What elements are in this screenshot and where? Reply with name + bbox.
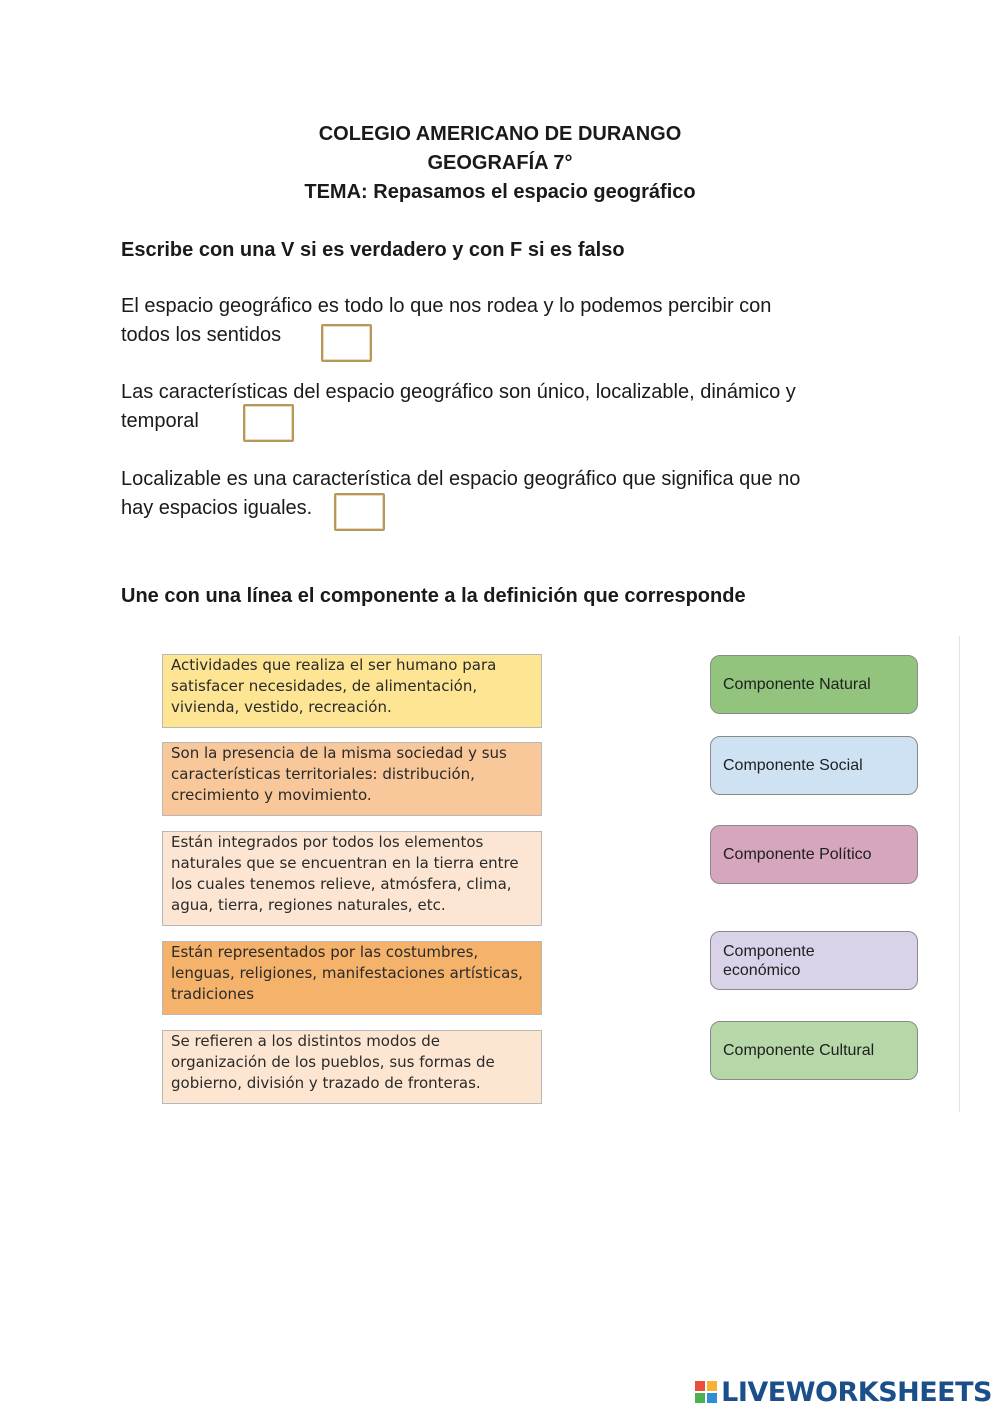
definition-card-4[interactable]: Están representados por las costumbres, lenguas, religiones, manifestaciones artísticas, tradiciones [162,941,542,1015]
logo-mark-icon [695,1381,717,1403]
matching-instruction: Une con una línea el componente a la definición que corresponde [121,585,746,607]
component-social[interactable]: Componente Social [710,736,918,795]
school-name: COLEGIO AMERICANO DE DURANGO [318,123,682,145]
component-natural[interactable]: Componente Natural [710,655,918,714]
question-1-line-1: El espacio geográfico es todo lo que nos rodea y lo podemos percibir con [121,295,772,317]
question-3-line-1: Localizable es una característica del espacio geográfico que significa que no [121,468,801,490]
logo-square-l [695,1381,705,1391]
answer-box-1[interactable] [321,324,372,362]
subject-title: GEOGRAFÍA 7° [427,152,573,174]
topic-title: TEMA: Repasamos el espacio geográfico [304,181,696,203]
definition-card-3[interactable]: Están integrados por todos los elementos naturales que se encuentran en la tierra entre los cuales tenemos relieve, atmósfera, clima, agua, tierra, regiones naturales, etc. [162,831,542,926]
component-economico[interactable] [710,931,918,990]
component-politico[interactable]: Componente Político [710,825,918,884]
definition-card-2[interactable]: Son la presencia de la misma sociedad y sus características territoriales: distribución, crecimiento y movimiento. [162,742,542,816]
liveworksheets-logo[interactable] [695,1372,992,1412]
logo-text: LIVEWORKSHEETS [721,1376,992,1408]
question-2 [121,378,881,436]
component-economico-label: Componente económico [723,942,815,979]
question-3 [121,465,881,523]
true-false-instruction: Escribe con una V si es verdadero y con F si es falso [121,239,625,261]
logo-square-v [695,1393,705,1403]
question-1 [121,292,881,350]
logo-square-e [707,1393,717,1403]
page-divider [959,636,960,1112]
logo-square-i [707,1381,717,1391]
answer-box-2[interactable] [243,404,294,442]
question-2-line-2: temporal [121,410,199,432]
component-cultural[interactable]: Componente Cultural [710,1021,918,1080]
question-2-line-1: Las características del espacio geográfico son único, localizable, dinámico y [121,381,796,403]
question-3-line-2: hay espacios iguales. [121,497,313,519]
question-1-line-2: todos los sentidos [121,324,282,346]
answer-box-3[interactable] [334,493,385,531]
definition-card-1[interactable]: Actividades que realiza el ser humano para satisfacer necesidades, de alimentación, vivienda, vestido, recreación. [162,654,542,728]
definition-card-5[interactable]: Se refieren a los distintos modos de organización de los pueblos, sus formas de gobierno, división y trazado de fronteras. [162,1030,542,1104]
